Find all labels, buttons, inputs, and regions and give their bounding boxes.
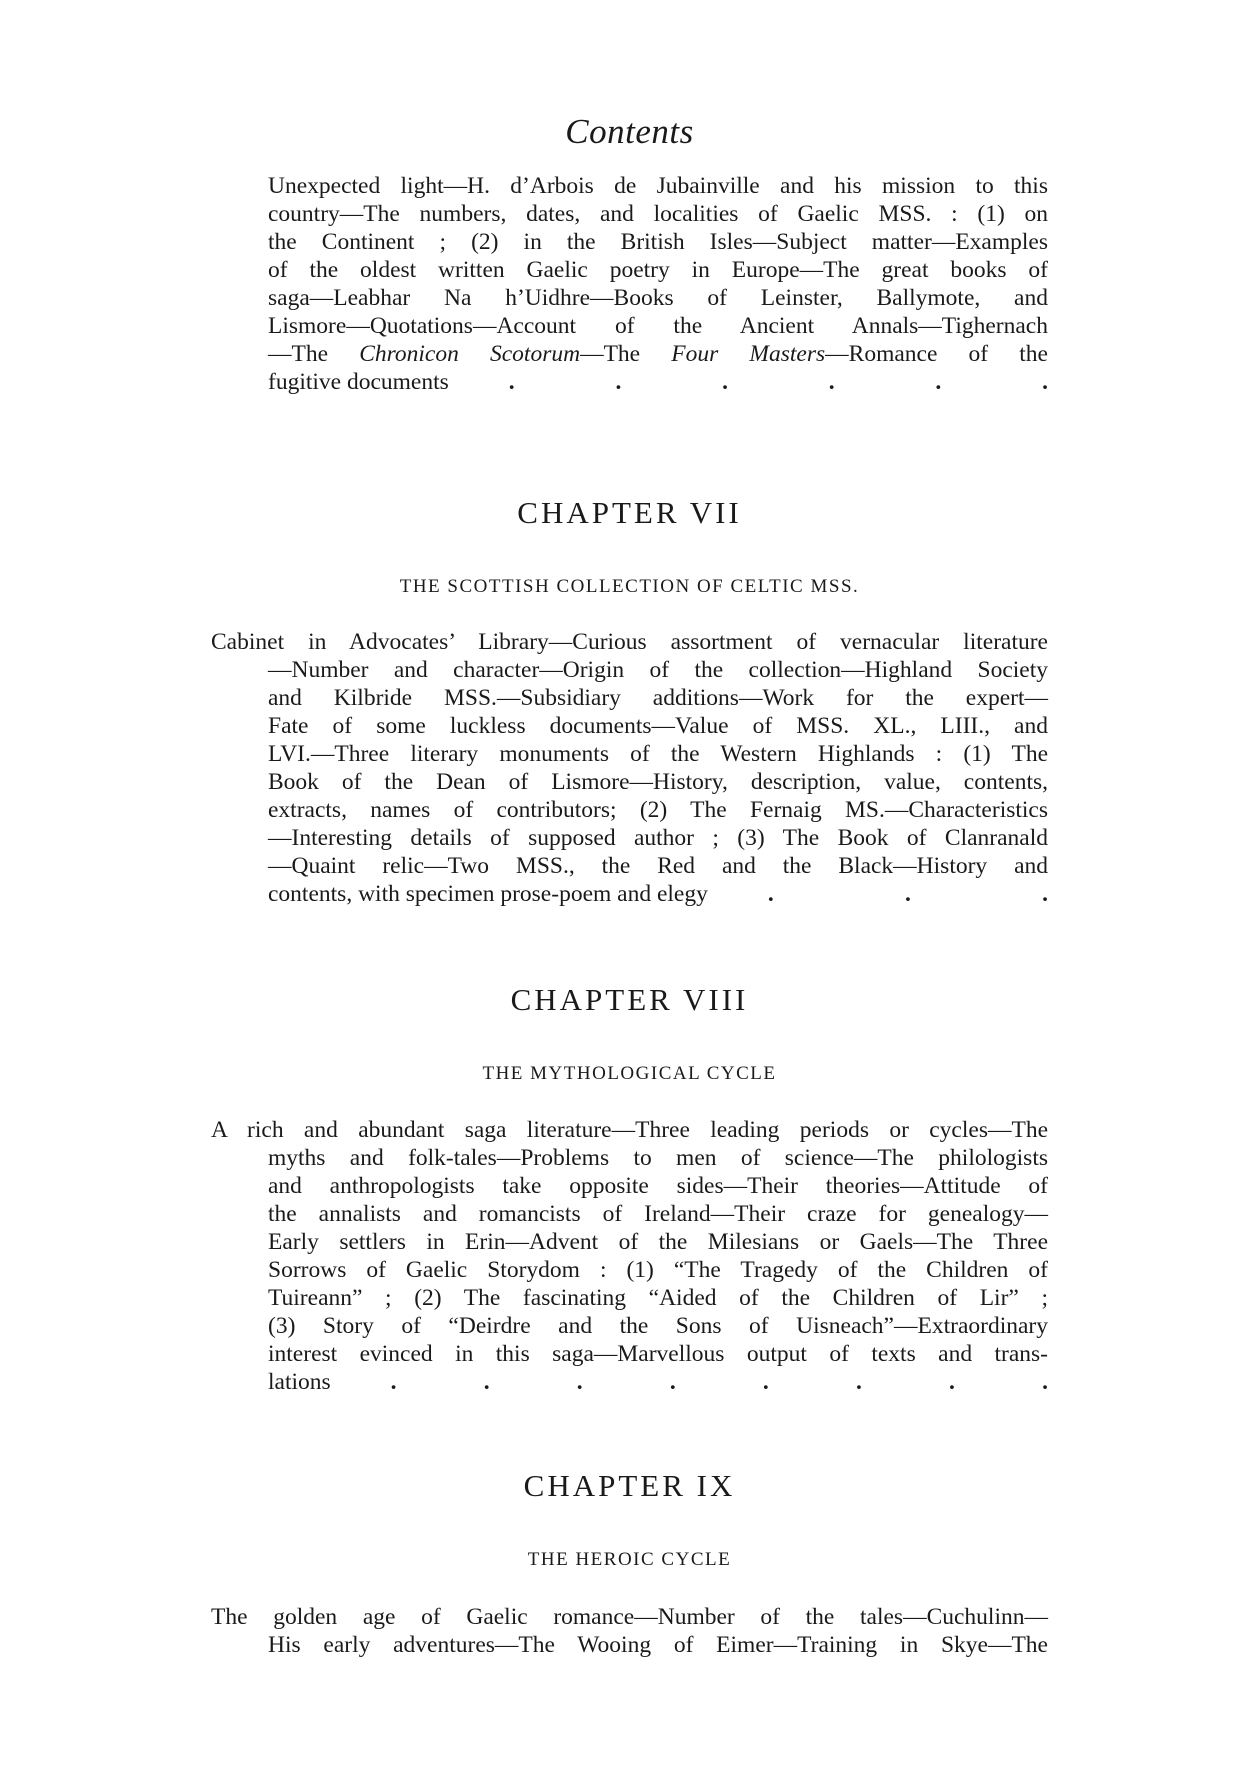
summary-line: Cabinet in Advocates’ Library—Curious assortment of vernacular literature bbox=[211, 629, 1048, 655]
chapter7-heading: CHAPTER VII bbox=[517, 495, 742, 530]
summary-line: lations bbox=[268, 1369, 331, 1395]
leader-dot: . bbox=[828, 369, 835, 395]
leader-dots bbox=[331, 1368, 1048, 1396]
chapter8-heading: CHAPTER VIII bbox=[510, 982, 749, 1017]
chapter7-title: THE SCOTTISH COLLECTION OF CELTIC MSS. bbox=[399, 576, 860, 597]
leader-dot: . bbox=[1042, 881, 1048, 907]
title-four-masters: Four Masters bbox=[671, 341, 826, 367]
leader-dot: . bbox=[615, 369, 622, 395]
summary-line: The golden age of Gaelic romance—Number of the tales—Cuchulinn— bbox=[211, 1604, 1048, 1630]
summary-line: contents, with specimen prose-poem and elegy bbox=[268, 881, 708, 907]
leader-dot: . bbox=[1042, 1369, 1048, 1395]
summary-fragment: —The bbox=[268, 341, 360, 367]
summary-line: the annalists and romancists of Ireland—Their craze for genealogy— bbox=[268, 1201, 1048, 1227]
leader-dot: . bbox=[576, 1369, 583, 1395]
summary-line: —Number and character—Origin of the collection—Highland Society bbox=[268, 657, 1048, 683]
leader-dot: . bbox=[508, 369, 515, 395]
summary-line: saga—Leabhar Na h’Uidhre—Books of Leinster, Ballymote, and bbox=[268, 285, 1048, 311]
chapter9-summary bbox=[211, 1603, 1048, 1659]
title-chronicon-scotorum: Chronicon Scotorum bbox=[359, 341, 581, 367]
summary-line: Unexpected light—H. d’Arbois de Jubainville and his mission to this bbox=[268, 173, 1048, 199]
summary-line: and anthropologists take opposite sides—Their theories—Attitude of bbox=[268, 1173, 1048, 1199]
chapter9-title: THE HEROIC CYCLE bbox=[527, 1549, 732, 1570]
summary-line: Early settlers in Erin—Advent of the Milesians or Gaels—The Three bbox=[268, 1229, 1048, 1255]
chapter7-summary bbox=[211, 628, 1048, 908]
summary-line: Tuireann” ; (2) The fascinating “Aided of the Children of Lir” ; bbox=[268, 1285, 1048, 1311]
summary-last-line bbox=[268, 368, 1048, 396]
summary-line: and Kilbride MSS.—Subsidiary additions—Work for the expert— bbox=[268, 685, 1048, 711]
running-head: Contents bbox=[565, 112, 694, 151]
summary-fragment: —Romance of the bbox=[825, 341, 1048, 367]
chapter8-summary bbox=[211, 1116, 1048, 1396]
leader-dot: . bbox=[390, 1369, 397, 1395]
summary-fragment: —The bbox=[580, 341, 672, 367]
summary-last-line bbox=[211, 1368, 1048, 1396]
leader-dot: . bbox=[483, 1369, 490, 1395]
summary-line: myths and folk-tales—Problems to men of science—The philologists bbox=[268, 1145, 1048, 1171]
leader-dots bbox=[449, 368, 1048, 396]
summary-line: Lismore—Quotations—Account of the Ancient Annals—Tighernach bbox=[268, 313, 1048, 339]
leader-dot: . bbox=[722, 369, 728, 395]
summary-line: of the oldest written Gaelic poetry in Europe—The great books of bbox=[268, 257, 1048, 283]
summary-last-line bbox=[211, 880, 1048, 908]
leader-dot: . bbox=[1042, 369, 1048, 395]
leader-dot: . bbox=[904, 881, 911, 907]
summary-line: interest evinced in this saga—Marvellous output of texts and trans- bbox=[268, 1341, 1048, 1367]
summary-line: Fate of some luckless documents—Value of MSS. XL., LIII., and bbox=[268, 713, 1048, 739]
leader-dot: . bbox=[669, 1369, 676, 1395]
summary-line: Book of the Dean of Lismore—History, description, value, contents, bbox=[268, 769, 1048, 795]
summary-line: extracts, names of contributors; (2) The Fernaig MS.—Characteristics bbox=[268, 797, 1048, 823]
summary-line: (3) Story of “Deirdre and the Sons of Uisneach”—Extraordinary bbox=[268, 1313, 1048, 1339]
summary-line: Sorrows of Gaelic Storydom : (1) “The Tragedy of the Children of bbox=[268, 1257, 1048, 1283]
leader-dot: . bbox=[762, 1369, 769, 1395]
leader-dot: . bbox=[767, 881, 774, 907]
leader-dot: . bbox=[949, 1369, 955, 1395]
summary-line: —Quaint relic—Two MSS., the Red and the Black—History and bbox=[268, 853, 1048, 879]
leader-dot: . bbox=[935, 369, 942, 395]
summary-line: fugitive documents bbox=[268, 369, 449, 395]
chapter8-title: THE MYTHOLOGICAL CYCLE bbox=[482, 1063, 777, 1084]
summary-line: A rich and abundant saga literature—Three leading periods or cycles—The bbox=[211, 1117, 1048, 1143]
leader-dots bbox=[708, 880, 1048, 908]
summary-line: LVI.—Three literary monuments of the Western Highlands : (1) The bbox=[268, 741, 1048, 767]
chapter9-heading: CHAPTER IX bbox=[523, 1468, 736, 1503]
summary-line: His early adventures—The Wooing of Eimer—Training in Skye—The bbox=[268, 1632, 1048, 1658]
summary-line: —Interesting details of supposed author ; (3) The Book of Clanranald bbox=[268, 825, 1048, 851]
summary-line bbox=[268, 340, 1048, 368]
summary-line: the Continent ; (2) in the British Isles—Subject matter—Examples bbox=[268, 229, 1048, 255]
leader-dot: . bbox=[855, 1369, 862, 1395]
chapter6-summary bbox=[268, 172, 1048, 396]
summary-line: country—The numbers, dates, and localities of Gaelic MSS. : (1) on bbox=[268, 201, 1048, 227]
